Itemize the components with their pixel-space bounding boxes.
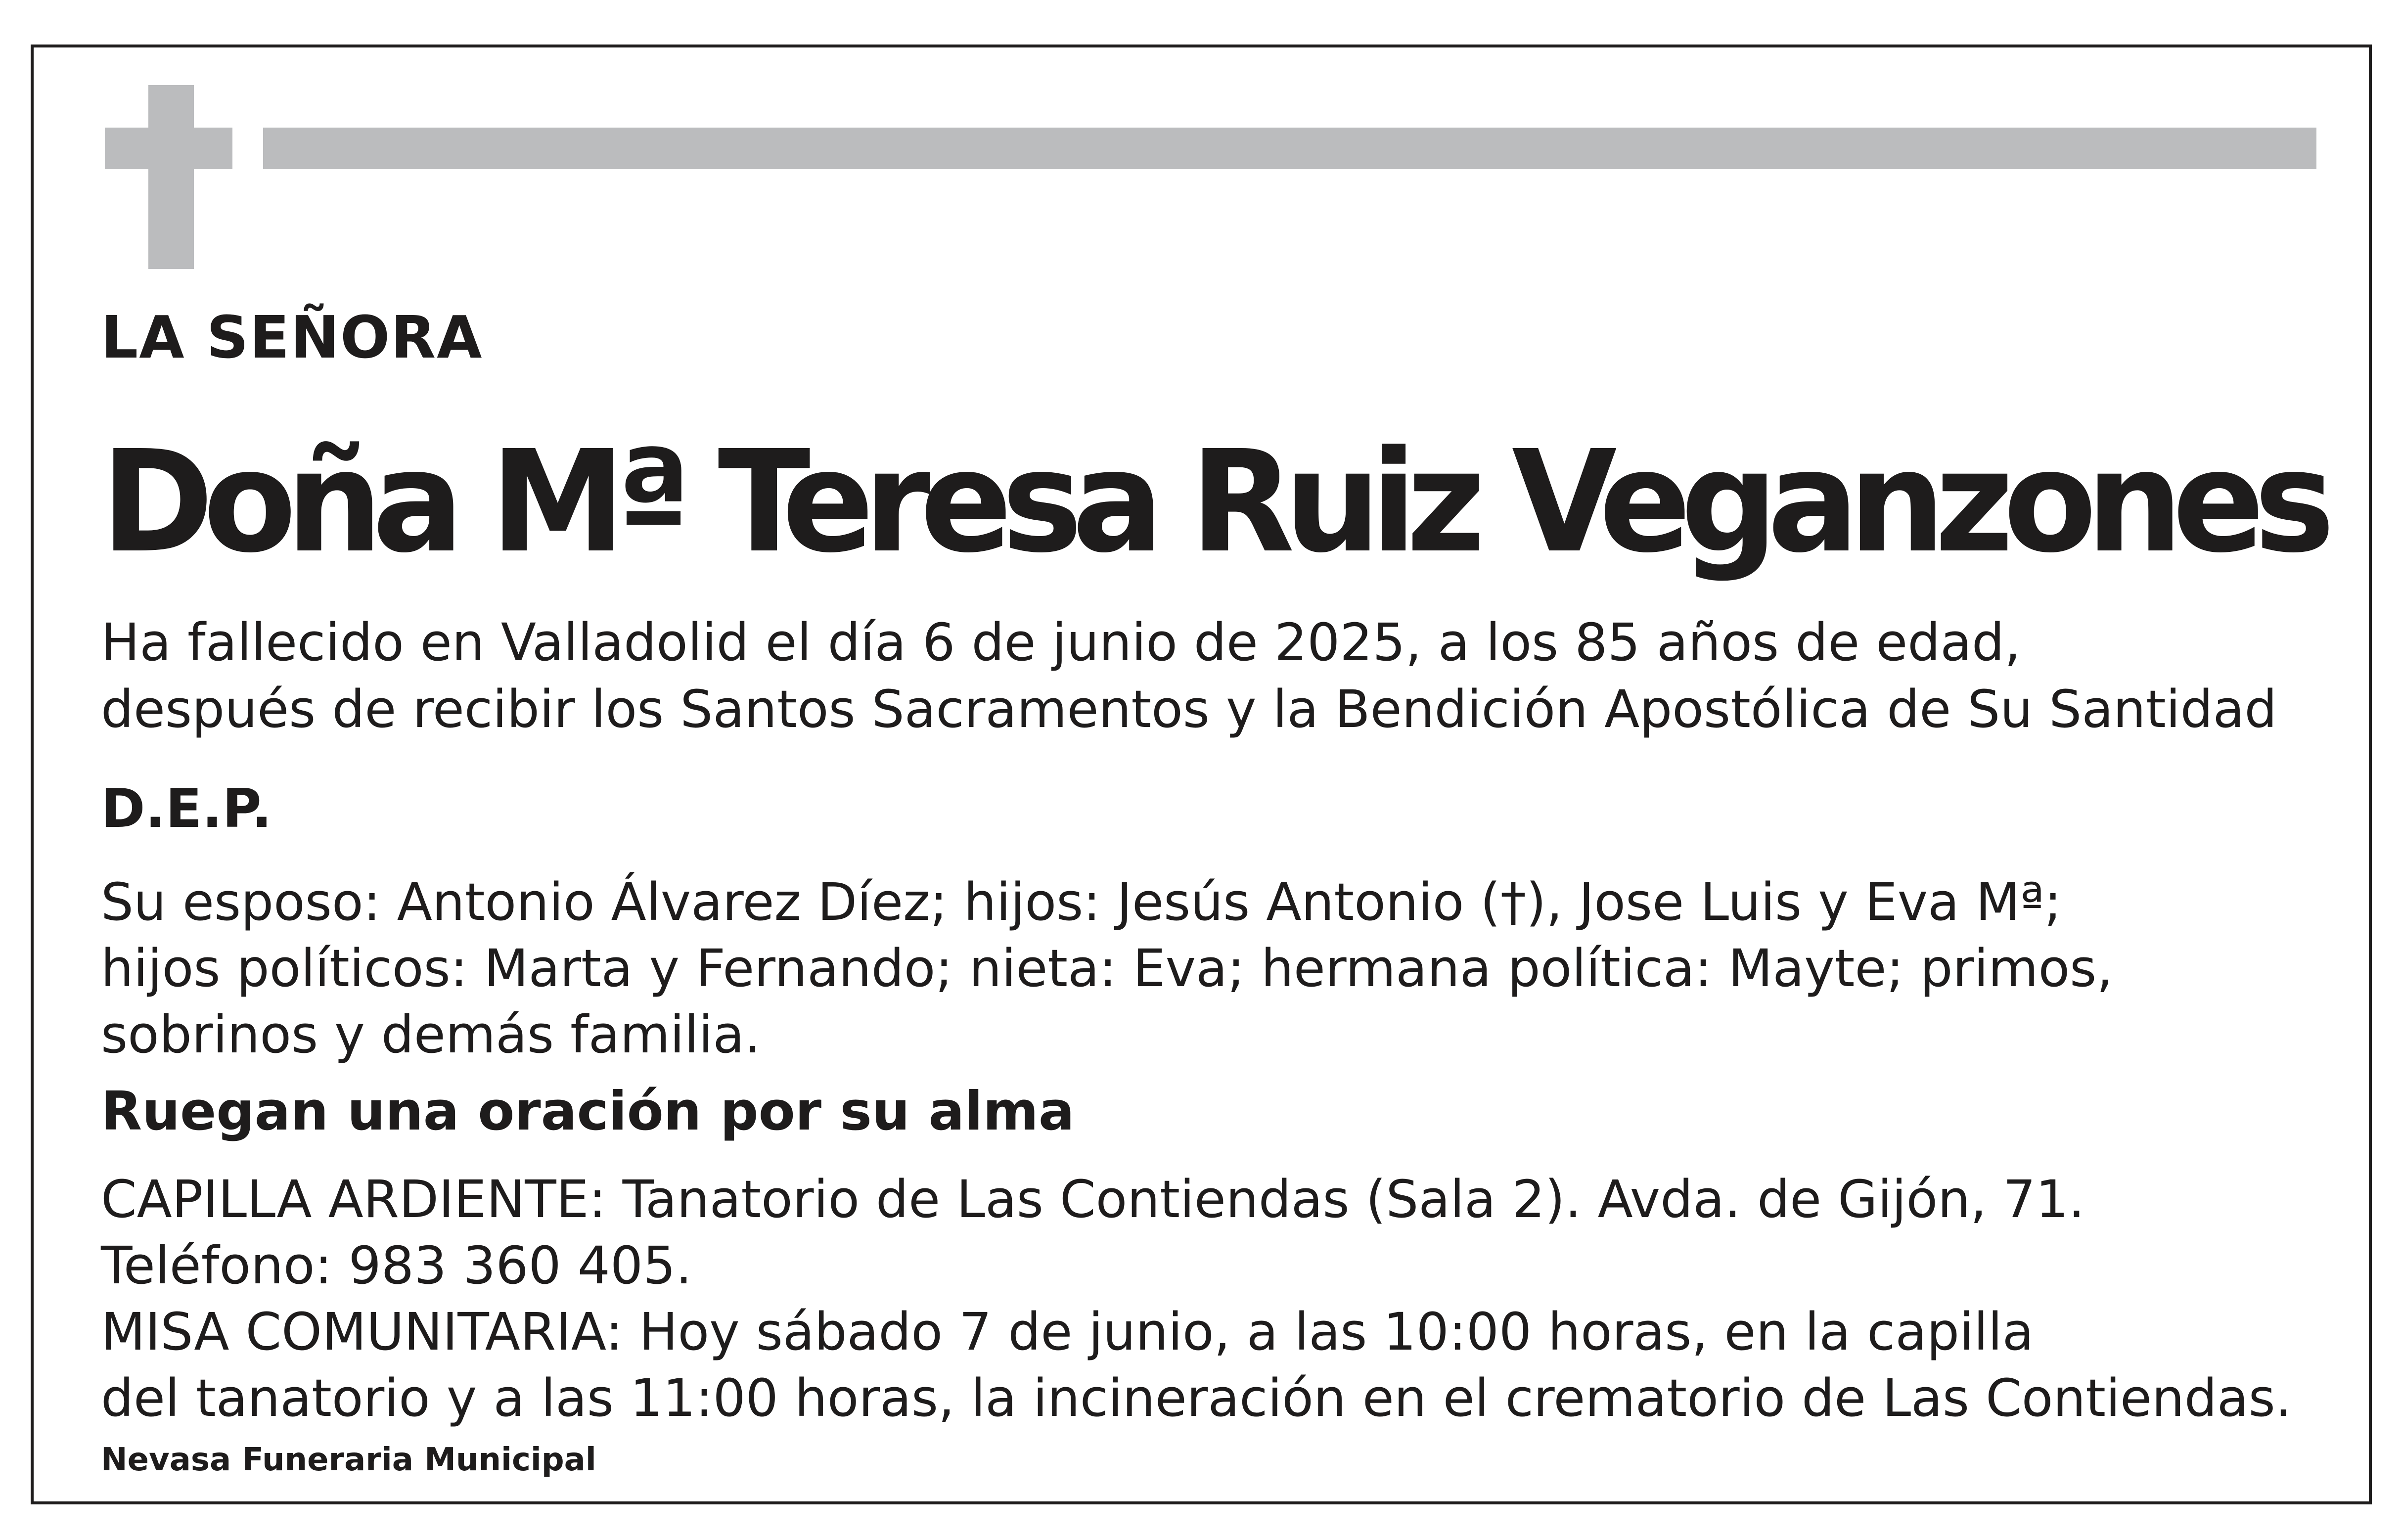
header-divider-bar: [263, 128, 2316, 169]
services-line: MISA COMUNITARIA: Hoy sábado 7 de junio, a las 10:00 horas, en la capilla: [101, 1302, 2034, 1362]
dep-label: D.E.P.: [101, 778, 272, 840]
announcement-line: después de recibir los Santos Sacramentos y la Bendición Apostólica de Su Santidad: [101, 679, 2277, 739]
deceased-name: Doña Mª Teresa Ruiz Veganzones: [101, 420, 2325, 584]
funeral-home-credit: Nevasa Funeraria Municipal: [101, 1442, 596, 1478]
services-line: CAPILLA ARDIENTE: Tanatorio de Las Contiendas (Sala 2). Avda. de Gijón, 71.: [101, 1169, 2085, 1229]
services-line: del tanatorio y a las 11:00 horas, la incineración en el crematorio de Las Contiendas.: [101, 1368, 2292, 1428]
family-line: Su esposo: Antonio Álvarez Díez; hijos: Jesús Antonio (†), Jose Luis y Eva Mª;: [101, 872, 2062, 932]
prayer-request: Ruegan una oración por su alma: [101, 1081, 1075, 1142]
family-line: sobrinos y demás familia.: [101, 1004, 761, 1065]
services-line: Teléfono: 983 360 405.: [101, 1235, 692, 1296]
cross-horizontal-bar: [105, 128, 232, 169]
honorific-title: LA SEÑORA: [101, 303, 483, 371]
family-line: hijos políticos: Marta y Fernando; nieta: Eva; hermana política: Mayte; primos,: [101, 938, 2113, 998]
cross-vertical-bar: [148, 85, 194, 269]
announcement-line: Ha fallecido en Valladolid el día 6 de junio de 2025, a los 85 años de edad,: [101, 612, 2021, 673]
